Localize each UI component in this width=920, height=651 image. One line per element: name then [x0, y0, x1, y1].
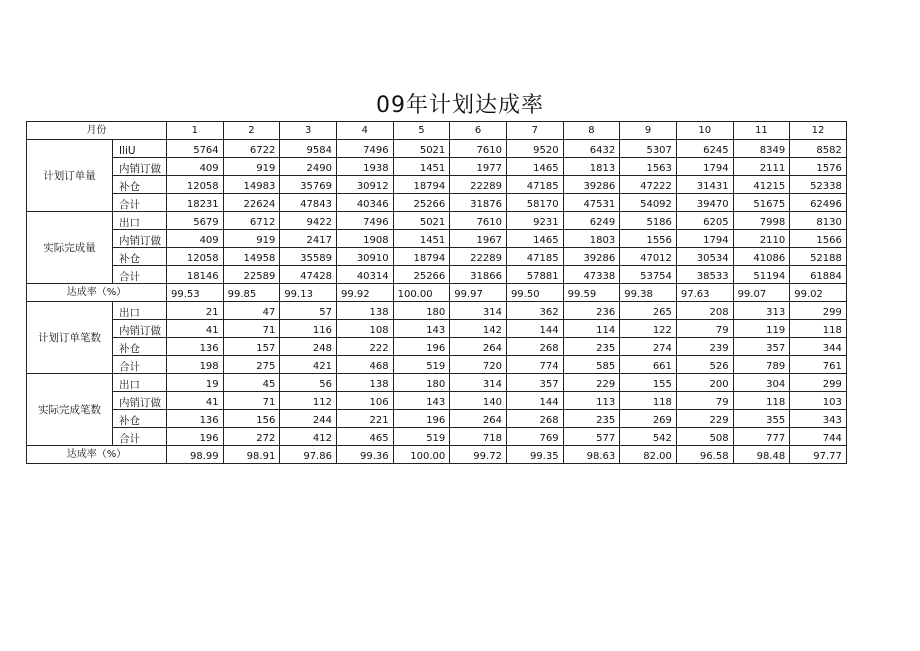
value-cell: 248 [280, 338, 337, 356]
value-cell: 40314 [336, 266, 393, 284]
value-cell: 2417 [280, 230, 337, 248]
value-cell: 39286 [563, 176, 620, 194]
rate-cell: 97.63 [676, 284, 733, 302]
value-cell: 7610 [450, 140, 507, 158]
value-cell: 200 [676, 374, 733, 392]
value-cell: 468 [336, 356, 393, 374]
value-cell: 355 [733, 410, 790, 428]
value-cell: 196 [393, 338, 450, 356]
value-cell: 526 [676, 356, 733, 374]
group-label: 计划订单量 [27, 140, 113, 212]
value-cell: 5307 [620, 140, 677, 158]
row-label: 出口 [113, 212, 167, 230]
value-cell: 8130 [790, 212, 847, 230]
value-cell: 1908 [336, 230, 393, 248]
value-cell: 30912 [336, 176, 393, 194]
value-cell: 8582 [790, 140, 847, 158]
value-cell: 47531 [563, 194, 620, 212]
value-cell: 344 [790, 338, 847, 356]
value-cell: 12058 [167, 248, 224, 266]
row-label: 内销订做 [113, 392, 167, 410]
value-cell: 777 [733, 428, 790, 446]
value-cell: 304 [733, 374, 790, 392]
value-cell: 1794 [676, 158, 733, 176]
row-label: 补仓 [113, 410, 167, 428]
value-cell: 157 [223, 338, 280, 356]
page-title: 09年计划达成率 [376, 93, 544, 118]
value-cell: 40346 [336, 194, 393, 212]
value-cell: 47185 [506, 248, 563, 266]
value-cell: 5679 [167, 212, 224, 230]
value-cell: 357 [506, 374, 563, 392]
rate-row [27, 446, 847, 464]
value-cell: 585 [563, 356, 620, 374]
table-row [27, 356, 847, 374]
value-cell: 119 [733, 320, 790, 338]
value-cell: 22289 [450, 176, 507, 194]
rate-label: 达成率（%） [27, 284, 167, 302]
value-cell: 144 [506, 392, 563, 410]
value-cell: 362 [506, 302, 563, 320]
value-cell: 5186 [620, 212, 677, 230]
value-cell: 1977 [450, 158, 507, 176]
value-cell: 18146 [167, 266, 224, 284]
month-header: 9 [620, 122, 677, 140]
table-row [27, 194, 847, 212]
row-label: 补仓 [113, 248, 167, 266]
month-header: 2 [223, 122, 280, 140]
value-cell: 1566 [790, 230, 847, 248]
value-cell: 412 [280, 428, 337, 446]
value-cell: 299 [790, 374, 847, 392]
rate-cell: 97.77 [790, 446, 847, 464]
value-cell: 31876 [450, 194, 507, 212]
value-cell: 268 [506, 410, 563, 428]
value-cell: 47 [223, 302, 280, 320]
value-cell: 299 [790, 302, 847, 320]
month-header: 11 [733, 122, 790, 140]
value-cell: 1451 [393, 158, 450, 176]
value-cell: 769 [506, 428, 563, 446]
table-row [27, 176, 847, 194]
value-cell: 79 [676, 392, 733, 410]
value-cell: 41 [167, 320, 224, 338]
row-label: 出口 [113, 302, 167, 320]
rate-cell: 96.58 [676, 446, 733, 464]
value-cell: 52338 [790, 176, 847, 194]
value-cell: 519 [393, 428, 450, 446]
value-cell: 144 [506, 320, 563, 338]
value-cell: 357 [733, 338, 790, 356]
table-row [27, 410, 847, 428]
rate-label: 达成率（%） [27, 446, 167, 464]
table-row [27, 428, 847, 446]
row-label: 合计 [113, 194, 167, 212]
value-cell: 38533 [676, 266, 733, 284]
value-cell: 1794 [676, 230, 733, 248]
value-cell: 53754 [620, 266, 677, 284]
value-cell: 19 [167, 374, 224, 392]
value-cell: 6712 [223, 212, 280, 230]
value-cell: 9231 [506, 212, 563, 230]
table-row [27, 248, 847, 266]
table-row [27, 212, 847, 230]
value-cell: 58170 [506, 194, 563, 212]
value-cell: 1465 [506, 158, 563, 176]
value-cell: 229 [676, 410, 733, 428]
value-cell: 47185 [506, 176, 563, 194]
value-cell: 409 [167, 230, 224, 248]
value-cell: 314 [450, 374, 507, 392]
value-cell: 1563 [620, 158, 677, 176]
rate-cell: 100.00 [393, 446, 450, 464]
value-cell: 236 [563, 302, 620, 320]
value-cell: 25266 [393, 194, 450, 212]
value-cell: 9520 [506, 140, 563, 158]
value-cell: 51194 [733, 266, 790, 284]
rate-cell: 98.91 [223, 446, 280, 464]
rate-cell: 98.99 [167, 446, 224, 464]
value-cell: 180 [393, 374, 450, 392]
value-cell: 21 [167, 302, 224, 320]
value-cell: 1556 [620, 230, 677, 248]
value-cell: 6432 [563, 140, 620, 158]
value-cell: 71 [223, 392, 280, 410]
value-cell: 47222 [620, 176, 677, 194]
value-cell: 138 [336, 302, 393, 320]
rate-cell: 98.63 [563, 446, 620, 464]
row-label: 内销订做 [113, 158, 167, 176]
value-cell: 118 [733, 392, 790, 410]
row-label: 合计 [113, 356, 167, 374]
value-cell: 269 [620, 410, 677, 428]
value-cell: 465 [336, 428, 393, 446]
value-cell: 138 [336, 374, 393, 392]
month-header: 5 [393, 122, 450, 140]
value-cell: 54092 [620, 194, 677, 212]
value-cell: 47843 [280, 194, 337, 212]
table-row [27, 158, 847, 176]
value-cell: 31431 [676, 176, 733, 194]
row-label: 内销订做 [113, 320, 167, 338]
rate-cell: 97.86 [280, 446, 337, 464]
value-cell: 919 [223, 158, 280, 176]
rate-cell: 99.59 [563, 284, 620, 302]
value-cell: 5764 [167, 140, 224, 158]
value-cell: 208 [676, 302, 733, 320]
rate-cell: 99.72 [450, 446, 507, 464]
month-header: 8 [563, 122, 620, 140]
group-label: 实际完成笔数 [27, 374, 113, 446]
value-cell: 41 [167, 392, 224, 410]
value-cell: 112 [280, 392, 337, 410]
row-label: 合计 [113, 428, 167, 446]
rate-cell: 99.35 [506, 446, 563, 464]
value-cell: 30534 [676, 248, 733, 266]
value-cell: 789 [733, 356, 790, 374]
value-cell: 6722 [223, 140, 280, 158]
value-cell: 41086 [733, 248, 790, 266]
value-cell: 265 [620, 302, 677, 320]
value-cell: 272 [223, 428, 280, 446]
value-cell: 542 [620, 428, 677, 446]
value-cell: 264 [450, 338, 507, 356]
table-row [27, 392, 847, 410]
value-cell: 221 [336, 410, 393, 428]
value-cell: 1803 [563, 230, 620, 248]
value-cell: 22589 [223, 266, 280, 284]
table-row [27, 266, 847, 284]
value-cell: 244 [280, 410, 337, 428]
value-cell: 122 [620, 320, 677, 338]
value-cell: 12058 [167, 176, 224, 194]
value-cell: 9422 [280, 212, 337, 230]
value-cell: 47428 [280, 266, 337, 284]
value-cell: 142 [450, 320, 507, 338]
value-cell: 136 [167, 338, 224, 356]
group-label: 实际完成量 [27, 212, 113, 284]
value-cell: 6205 [676, 212, 733, 230]
table-row [27, 374, 847, 392]
value-cell: 155 [620, 374, 677, 392]
row-label: IliU [113, 140, 167, 158]
value-cell: 774 [506, 356, 563, 374]
month-header: 3 [280, 122, 337, 140]
value-cell: 661 [620, 356, 677, 374]
value-cell: 198 [167, 356, 224, 374]
value-cell: 106 [336, 392, 393, 410]
value-cell: 18794 [393, 248, 450, 266]
value-cell: 14958 [223, 248, 280, 266]
value-cell: 1813 [563, 158, 620, 176]
value-cell: 8349 [733, 140, 790, 158]
rate-cell: 99.92 [336, 284, 393, 302]
rate-cell: 99.85 [223, 284, 280, 302]
value-cell: 720 [450, 356, 507, 374]
value-cell: 2490 [280, 158, 337, 176]
value-cell: 25266 [393, 266, 450, 284]
rate-cell: 82.00 [620, 446, 677, 464]
value-cell: 41215 [733, 176, 790, 194]
value-cell: 143 [393, 392, 450, 410]
value-cell: 22624 [223, 194, 280, 212]
value-cell: 116 [280, 320, 337, 338]
value-cell: 39286 [563, 248, 620, 266]
value-cell: 229 [563, 374, 620, 392]
value-cell: 61884 [790, 266, 847, 284]
month-header: 1 [167, 122, 224, 140]
value-cell: 45 [223, 374, 280, 392]
table-row [27, 140, 847, 158]
row-label: 出口 [113, 374, 167, 392]
row-label: 合计 [113, 266, 167, 284]
value-cell: 31866 [450, 266, 507, 284]
table-row [27, 302, 847, 320]
value-cell: 71 [223, 320, 280, 338]
value-cell: 52188 [790, 248, 847, 266]
value-cell: 35589 [280, 248, 337, 266]
value-cell: 118 [790, 320, 847, 338]
value-cell: 1451 [393, 230, 450, 248]
value-cell: 62496 [790, 194, 847, 212]
value-cell: 18231 [167, 194, 224, 212]
value-cell: 6245 [676, 140, 733, 158]
value-cell: 114 [563, 320, 620, 338]
table-row [27, 320, 847, 338]
value-cell: 744 [790, 428, 847, 446]
value-cell: 108 [336, 320, 393, 338]
rate-cell: 99.50 [506, 284, 563, 302]
rate-cell: 99.97 [450, 284, 507, 302]
value-cell: 235 [563, 410, 620, 428]
rate-cell: 99.07 [733, 284, 790, 302]
value-cell: 180 [393, 302, 450, 320]
value-cell: 761 [790, 356, 847, 374]
month-header: 7 [506, 122, 563, 140]
value-cell: 196 [167, 428, 224, 446]
value-cell: 508 [676, 428, 733, 446]
value-cell: 7610 [450, 212, 507, 230]
value-cell: 7496 [336, 140, 393, 158]
value-cell: 7496 [336, 212, 393, 230]
achievement-table [26, 121, 847, 464]
table-row [27, 338, 847, 356]
value-cell: 57 [280, 302, 337, 320]
value-cell: 2110 [733, 230, 790, 248]
value-cell: 264 [450, 410, 507, 428]
value-cell: 235 [563, 338, 620, 356]
value-cell: 919 [223, 230, 280, 248]
value-cell: 7998 [733, 212, 790, 230]
value-cell: 577 [563, 428, 620, 446]
value-cell: 18794 [393, 176, 450, 194]
value-cell: 56 [280, 374, 337, 392]
value-cell: 222 [336, 338, 393, 356]
value-cell: 343 [790, 410, 847, 428]
rate-cell: 99.38 [620, 284, 677, 302]
value-cell: 30910 [336, 248, 393, 266]
group-label: 计划订单笔数 [27, 302, 113, 374]
rate-cell: 98.48 [733, 446, 790, 464]
value-cell: 1967 [450, 230, 507, 248]
value-cell: 275 [223, 356, 280, 374]
row-label: 补仓 [113, 338, 167, 356]
value-cell: 57881 [506, 266, 563, 284]
value-cell: 22289 [450, 248, 507, 266]
value-cell: 274 [620, 338, 677, 356]
value-cell: 14983 [223, 176, 280, 194]
value-cell: 118 [620, 392, 677, 410]
rate-row [27, 284, 847, 302]
header-row [27, 122, 847, 140]
value-cell: 409 [167, 158, 224, 176]
value-cell: 156 [223, 410, 280, 428]
value-cell: 313 [733, 302, 790, 320]
value-cell: 51675 [733, 194, 790, 212]
value-cell: 35769 [280, 176, 337, 194]
value-cell: 239 [676, 338, 733, 356]
row-label: 补仓 [113, 176, 167, 194]
value-cell: 136 [167, 410, 224, 428]
month-label: 月份 [27, 122, 167, 140]
rate-cell: 100.00 [393, 284, 450, 302]
value-cell: 519 [393, 356, 450, 374]
rate-cell: 99.13 [280, 284, 337, 302]
rate-cell: 99.02 [790, 284, 847, 302]
value-cell: 9584 [280, 140, 337, 158]
month-header: 10 [676, 122, 733, 140]
month-header: 4 [336, 122, 393, 140]
row-label: 内销订做 [113, 230, 167, 248]
table-row [27, 230, 847, 248]
value-cell: 103 [790, 392, 847, 410]
value-cell: 196 [393, 410, 450, 428]
value-cell: 6249 [563, 212, 620, 230]
value-cell: 1576 [790, 158, 847, 176]
rate-cell: 99.36 [336, 446, 393, 464]
month-header: 12 [790, 122, 847, 140]
rate-cell: 99.53 [167, 284, 224, 302]
value-cell: 718 [450, 428, 507, 446]
value-cell: 2111 [733, 158, 790, 176]
value-cell: 140 [450, 392, 507, 410]
value-cell: 39470 [676, 194, 733, 212]
value-cell: 143 [393, 320, 450, 338]
value-cell: 47338 [563, 266, 620, 284]
value-cell: 421 [280, 356, 337, 374]
value-cell: 1938 [336, 158, 393, 176]
month-header: 6 [450, 122, 507, 140]
value-cell: 79 [676, 320, 733, 338]
value-cell: 5021 [393, 212, 450, 230]
value-cell: 5021 [393, 140, 450, 158]
value-cell: 1465 [506, 230, 563, 248]
value-cell: 47012 [620, 248, 677, 266]
value-cell: 113 [563, 392, 620, 410]
value-cell: 268 [506, 338, 563, 356]
value-cell: 314 [450, 302, 507, 320]
